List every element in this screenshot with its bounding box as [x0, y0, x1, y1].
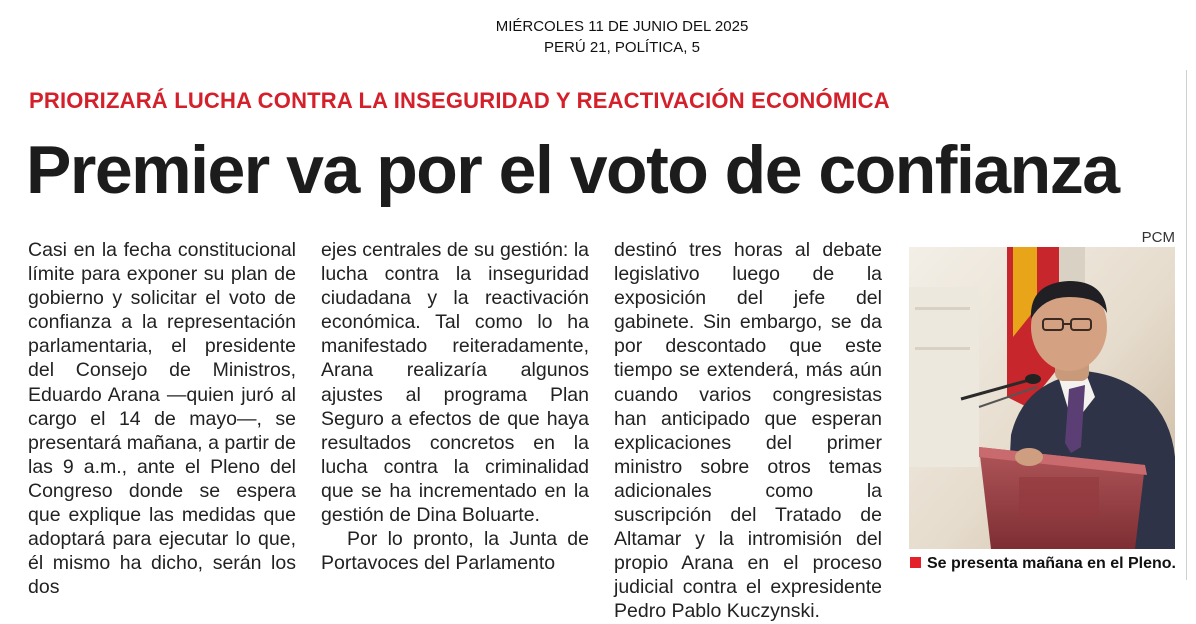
- column-1-text: Casi en la fecha constitucional límite para exponer su plan de gobierno y solicitar el voto de confianza a la representación parlamentaria, el presidente del Consejo de Ministros, Eduardo Arana —quien juró al cargo el 14 de mayo—, se presentará mañana, a partir de las 9 a.m., ante el Pleno del Congreso donde se espera que explique las medidas que adoptará para ejecutar lo que, él mismo ha dicho, serán los dos: [28, 239, 296, 599]
- column-2-paragraph-2: Por lo pronto, la Junta de Portavoces del Parlamento: [321, 528, 589, 575]
- publication-source: PERÚ 21, POLÍTICA, 5: [544, 39, 700, 56]
- article-kicker: PRIORIZARÁ LUCHA CONTRA LA INSEGURIDAD Y REACTIVACIÓN ECONÓMICA: [29, 88, 890, 113]
- article-column-2: [321, 238, 589, 575]
- caption-square-icon: [910, 557, 921, 568]
- premier-photo: [909, 247, 1175, 549]
- photo-caption: [910, 555, 1190, 573]
- photo-credit: PCM: [1141, 229, 1175, 246]
- publication-date: MIÉRCOLES 11 DE JUNIO DEL 2025: [495, 18, 749, 35]
- column-2-paragraph-1: ejes centrales de su gestión: la lucha contra la inseguridad ciudadana y la reactivación económica. Tal como lo ha manifestado reiteradamente, Arana realizaría algunos ajustes al programa Plan Seguro a efectos de que haya resultados concretos en la lucha contra la criminalidad que se ha incrementado en la gestión de Dina Boluarte.: [321, 239, 589, 527]
- page-edge-rule: [1186, 70, 1187, 580]
- column-3-text: destinó tres horas al debate legislativo luego de la exposición del jefe del gabinete. Sin embargo, se da por descontado que este tiempo se extenderá, más aún cuando varios congresistas han anticipado que esperan explicaciones del primer ministro sobre otros temas adicionales como la suscripción del Tratado de Altamar y la intromisión del propio Arana en el proceso judicial contra el expresidente Pedro Pablo Kuczynski.: [614, 239, 882, 623]
- article-column-1: [28, 238, 296, 599]
- premier-speaking-illustration: [909, 247, 1175, 549]
- caption-text: Se presenta mañana en el Pleno.: [927, 555, 1176, 572]
- article-column-3: [614, 238, 882, 624]
- article-headline: Premier va por el voto de confianza: [26, 132, 1119, 208]
- dateline: [0, 16, 1196, 58]
